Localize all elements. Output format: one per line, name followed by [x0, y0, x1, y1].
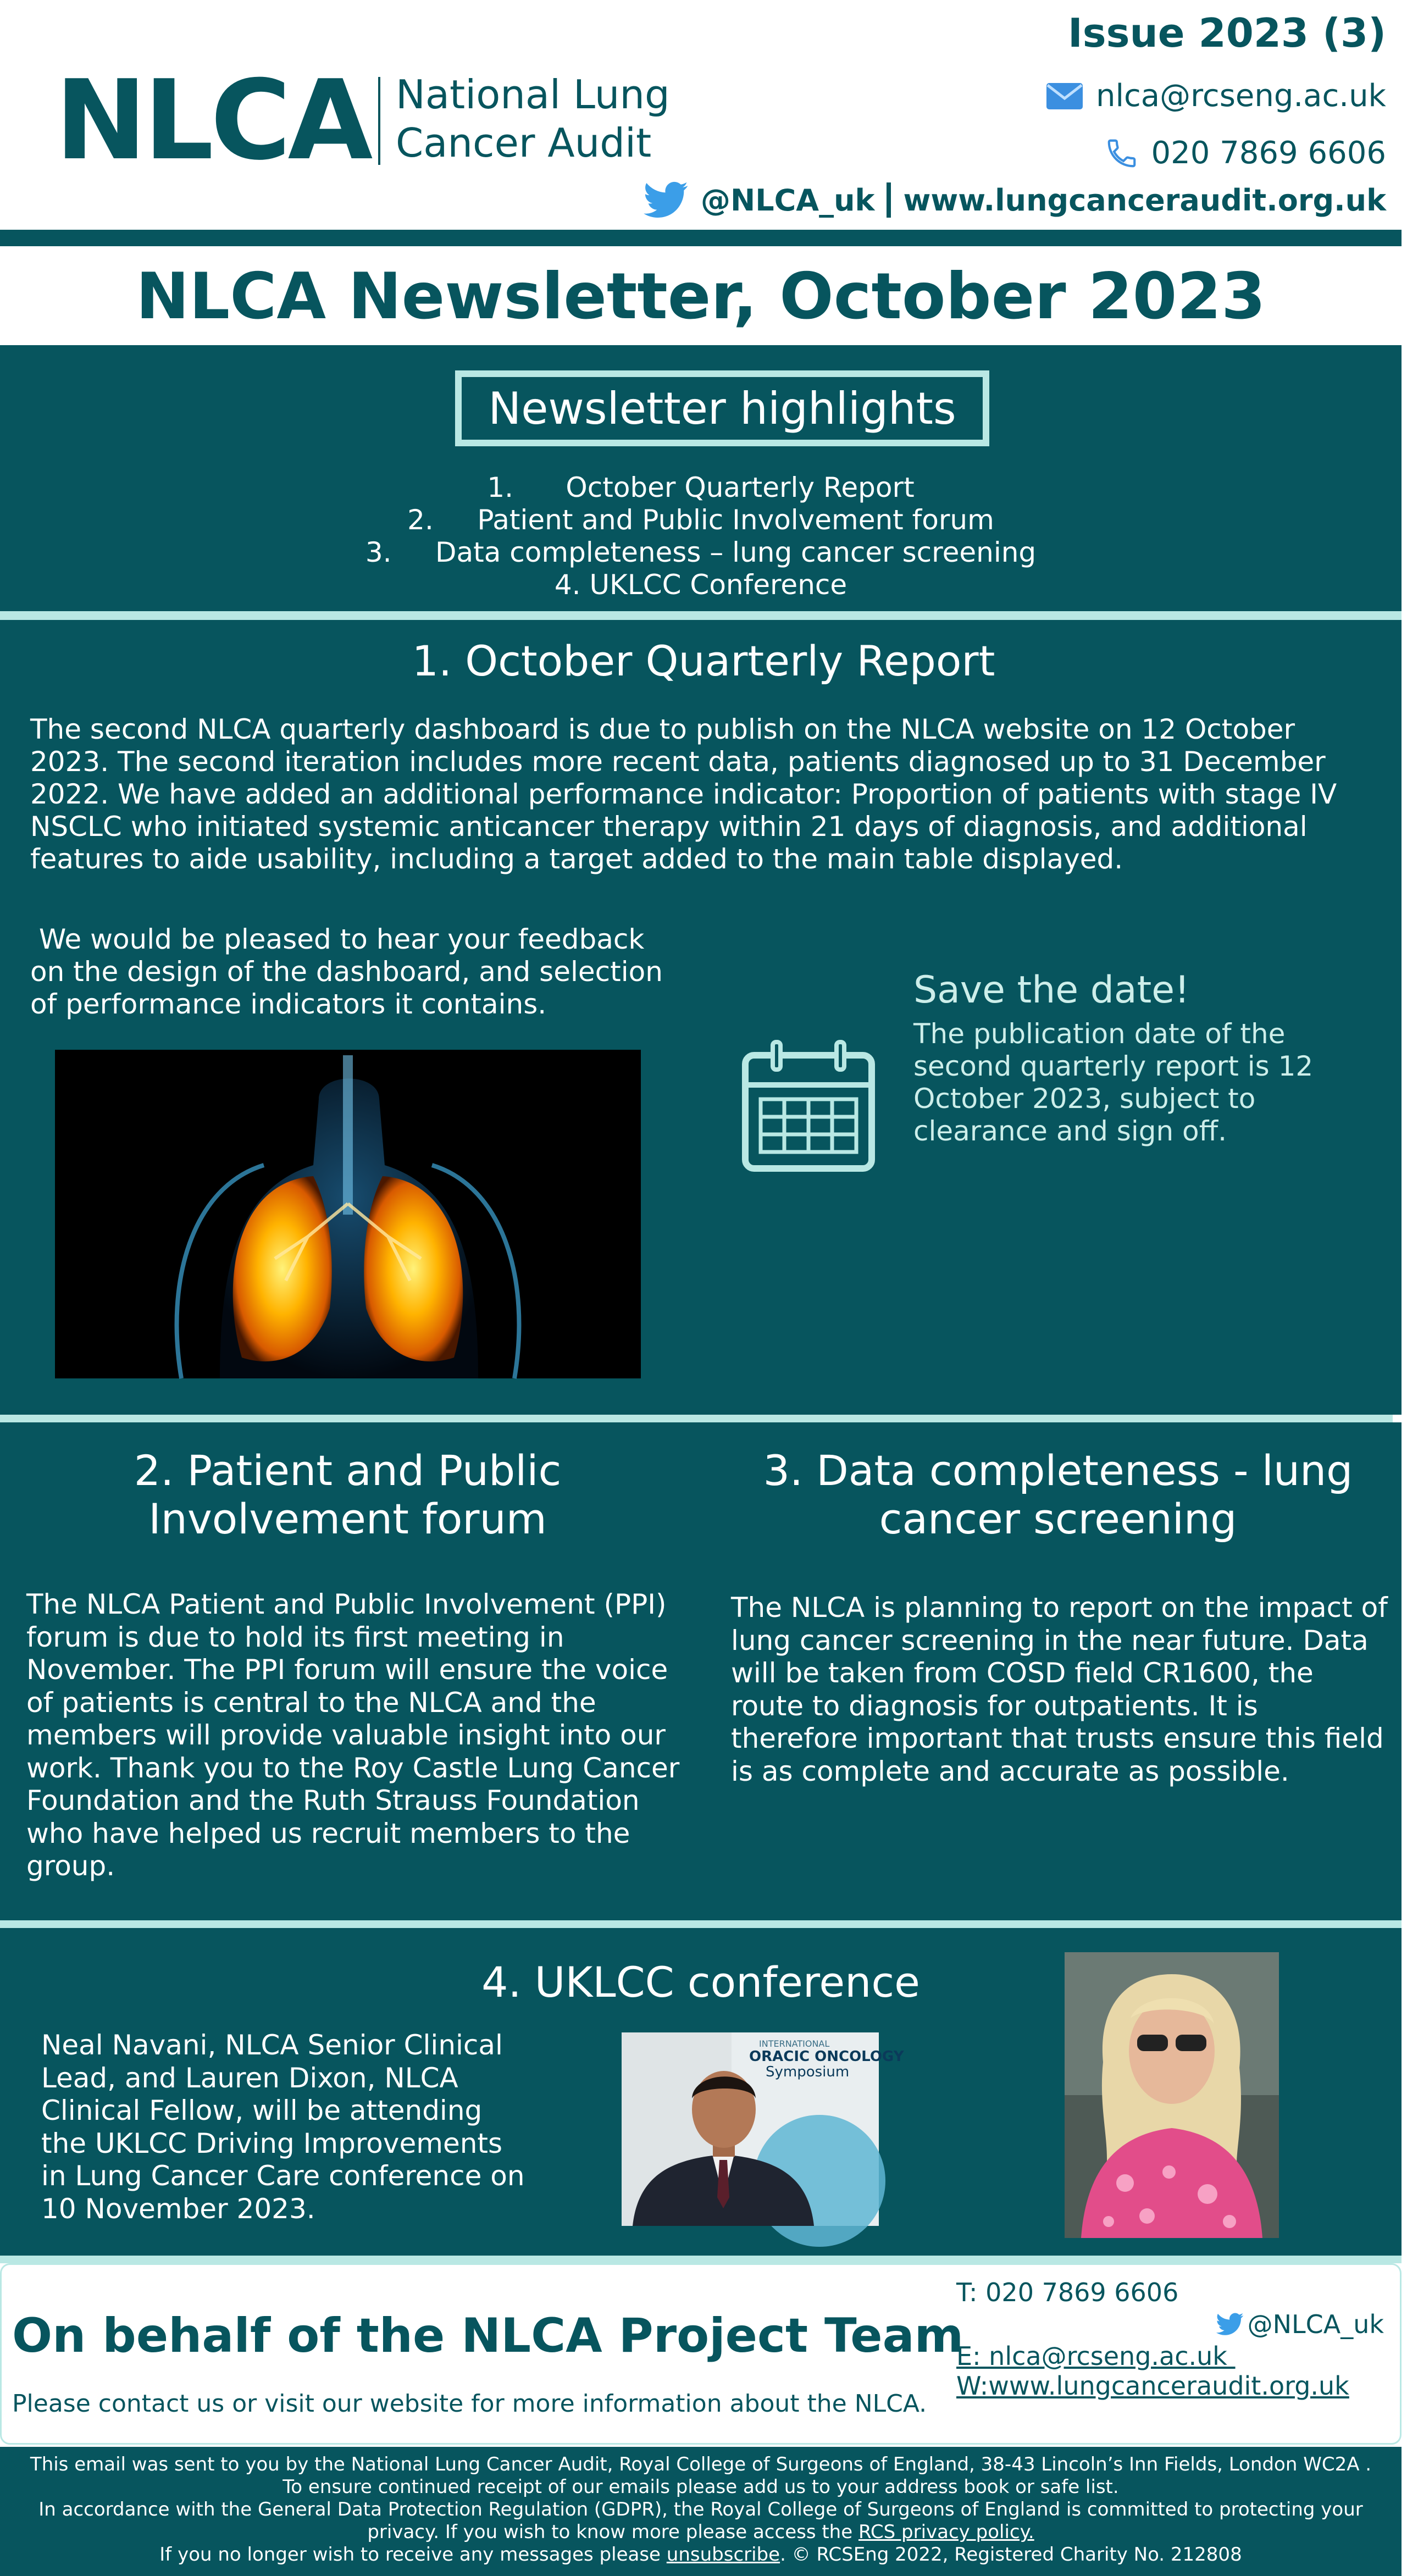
lauren-dixon-photo — [1065, 1952, 1279, 2238]
header-rule — [0, 230, 1402, 246]
unsubscribe-link[interactable]: unsubscribe — [666, 2544, 780, 2566]
legal-text-segment: . © RCSEng 2022, Registered Charity No. 212808 — [780, 2544, 1242, 2566]
data-completeness-text: The NLCA is planning to report on the impact of lung cancer screening in the near future. Data will be taken from COSD field CR1600, the route to diagnosis for outpatients. It is therefore important that trusts ensure this field is as complete and accurate as possible. — [731, 1592, 1388, 1787]
highlights-heading: Newsletter highlights — [455, 370, 989, 446]
neal-navani-photo — [622, 2032, 904, 2226]
legal-line: This email was sent to you by the National Lung Cancer Audit, Royal College of Surgeons of England, 38-43 Lincoln’s Inn Fields, London WC2A . — [30, 2453, 1372, 2475]
issue-number: Issue 2023 (3) — [1067, 10, 1386, 56]
contact-text: Please contact us or visit our website for more information about the NLCA. — [12, 2390, 927, 2418]
highlight-item[interactable]: 3. Data completeness – lung cancer screening — [365, 536, 1037, 568]
twitter-icon[interactable] — [644, 181, 689, 219]
legal-text-segment: If you no longer wish to receive any messages please — [159, 2544, 667, 2566]
privacy-policy-link[interactable]: RCS privacy policy. — [858, 2521, 1034, 2543]
social-separator — [887, 182, 891, 218]
legal-line: In accordance with the General Data Protection Regulation (GDPR), the Royal College of Surgeons of England is committed to protecting your — [38, 2499, 1363, 2520]
highlights-list — [0, 472, 1402, 601]
legal-line — [0, 2544, 1402, 2566]
logo-line-1: National Lung — [396, 71, 670, 118]
nlca-logo-mark: NLCA — [55, 57, 370, 185]
contact-twitter-handle[interactable]: @NLCA_uk — [1247, 2309, 1384, 2339]
save-the-date-text: The publication date of the second quarterly report is 12 October 2023, subject to clearance and sign off. — [913, 1018, 1314, 1147]
lung-image — [55, 1050, 641, 1378]
lung-illustration — [55, 1050, 641, 1378]
legal-text — [0, 2453, 1402, 2566]
highlight-item[interactable]: 1. October Quarterly Report — [487, 472, 915, 503]
logo-divider — [378, 77, 380, 165]
uklcc-heading: 4. UKLCC conference — [481, 1958, 920, 2007]
portrait-image — [622, 2032, 904, 2226]
uklcc-text: Neal Navani, NLCA Senior Clinical Lead, and Lauren Dixon, NLCA Clinical Fellow, will be attending the UKLCC Driving Improvements in Lung Cancer Care conference on 10 November 2023. — [41, 2029, 525, 2225]
newsletter-title: NLCA Newsletter, October 2023 — [136, 259, 1266, 334]
legal-line: To ensure continued receipt of our emails please add us to your address book or safe list. — [282, 2476, 1119, 2498]
header-social — [644, 181, 1386, 219]
feedback-text: We would be pleased to hear your feedback on the design of the dashboard, and selection of performance indicators it contains. — [30, 923, 672, 1020]
ppi-forum-heading: 2. Patient and Public Involvement forum — [134, 1446, 562, 1543]
section-divider — [0, 1920, 1402, 1928]
legal-text-segment: privacy. If you wish to know more please access the — [367, 2521, 858, 2543]
section-divider — [0, 611, 1402, 620]
header-twitter-handle[interactable]: @NLCA_uk — [701, 182, 875, 218]
ppi-forum-text: The NLCA Patient and Public Involvement (PPI) forum is due to hold its first meeting in November. The PPI forum will ensure the voice of patients is central to the NLCA and the members will provide valuable insight into our work. Thank you to the Roy Castle Lung Cancer Foundation and the Ruth Strauss Foundation who have helped us recruit members to the group. — [26, 1588, 680, 1882]
save-the-date-heading: Save the date! — [913, 968, 1190, 1012]
data-completeness-heading: 3. Data completeness - lung cancer screening — [763, 1446, 1353, 1543]
quarterly-report-text: The second NLCA quarterly dashboard is due to publish on the NLCA website on 12 October 2023. The second iteration includes more recent data, patients diagnosed up to 31 December 2022. We have added an additional performance indicator: Proportion of patients with stage IV NSCLC who initiated systemic anticancer therapy within 21 days of diagnosis, and additional features to aide usability, including a target added to the main table displayed. — [30, 713, 1337, 875]
legal-line — [0, 2521, 1402, 2544]
contact-phone: T: 020 7869 6606 — [956, 2278, 1179, 2307]
banner-line-3: Symposium — [766, 2064, 850, 2080]
banner-line-1: INTERNATIONAL — [759, 2038, 830, 2049]
section-divider — [0, 2256, 1402, 2263]
contact-twitter[interactable] — [1216, 2309, 1384, 2339]
section-divider — [0, 1415, 1393, 1422]
phone-icon — [1105, 136, 1139, 170]
twitter-icon — [1216, 2313, 1244, 2336]
envelope-icon — [1045, 81, 1084, 112]
header-email[interactable] — [1045, 78, 1386, 114]
portrait-image — [1065, 1952, 1279, 2238]
header-phone-text: 020 7869 6606 — [1151, 135, 1386, 171]
contact-email-link[interactable]: E: nlca@rcseng.ac.uk — [956, 2341, 1236, 2371]
logo-wordmark — [396, 70, 670, 167]
calendar-icon — [740, 1039, 877, 1174]
contact-website-link[interactable]: W:www.lungcanceraudit.org.uk — [956, 2371, 1349, 2401]
header-website-link[interactable]: www.lungcanceraudit.org.uk — [903, 182, 1386, 218]
highlight-item[interactable]: 4. UKLCC Conference — [554, 569, 847, 601]
highlight-item[interactable]: 2. Patient and Public Involvement forum — [407, 504, 994, 536]
contact-heading: On behalf of the NLCA Project Team — [12, 2308, 964, 2363]
header-email-text[interactable]: nlca@rcseng.ac.uk — [1095, 78, 1386, 114]
quarterly-report-heading: 1. October Quarterly Report — [412, 636, 995, 685]
banner-line-2: ORACIC ONCOLOGY — [749, 2048, 904, 2065]
header-phone[interactable] — [1105, 135, 1386, 171]
logo-line-2: Cancer Audit — [396, 120, 652, 166]
